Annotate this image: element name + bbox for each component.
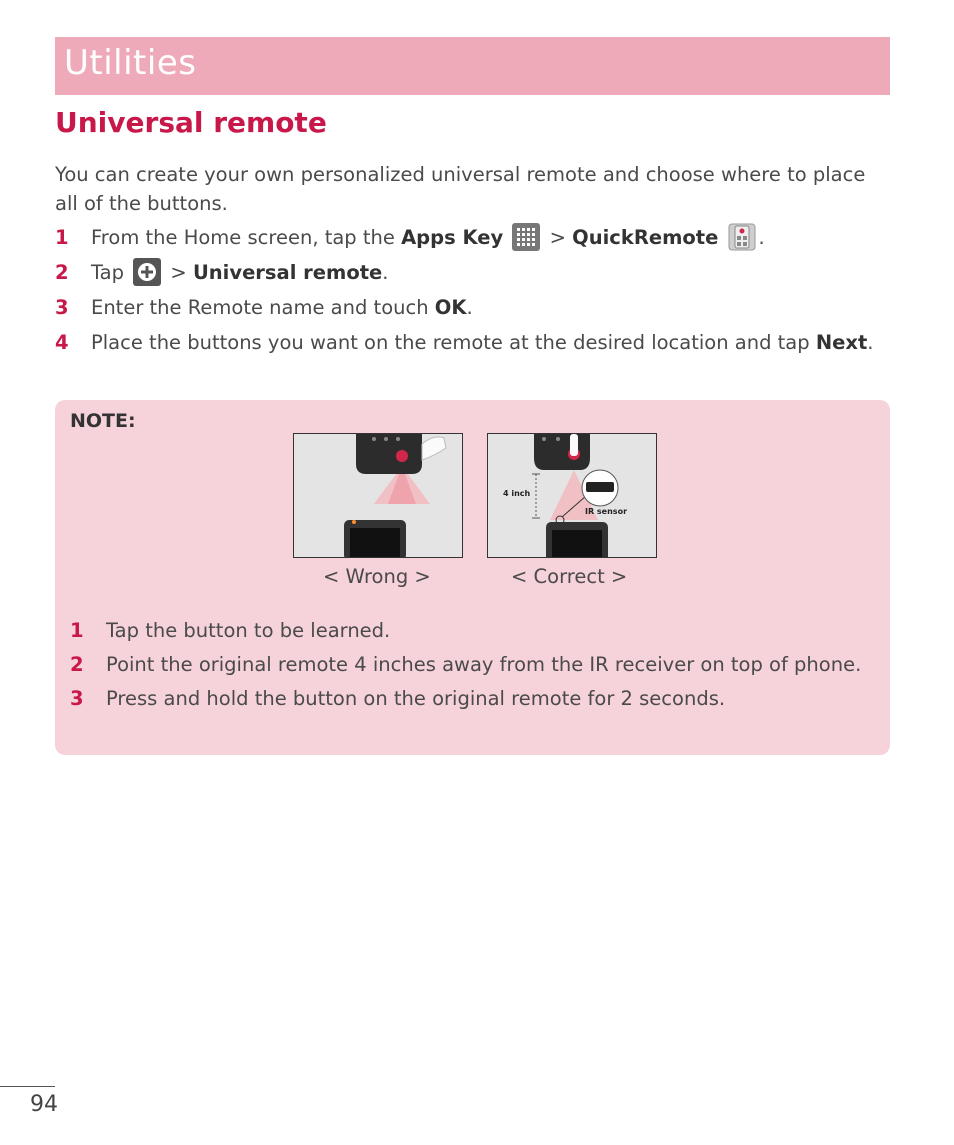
note-label: NOTE: bbox=[70, 410, 136, 432]
distance-label: 4 inch bbox=[503, 489, 531, 498]
page-number: 94 bbox=[30, 1092, 58, 1117]
add-circle-icon bbox=[133, 258, 161, 286]
note-box bbox=[55, 400, 890, 755]
footer-divider bbox=[0, 1086, 55, 1087]
ir-sensor-label: IR sensor bbox=[585, 507, 628, 516]
steps-list bbox=[55, 222, 885, 362]
quickremote-app-icon bbox=[728, 223, 756, 251]
caption-wrong: < Wrong > bbox=[323, 565, 431, 588]
note-step-1 bbox=[70, 614, 870, 647]
step-text: Tap bbox=[91, 261, 131, 284]
chapter-title: Utilities bbox=[64, 43, 197, 83]
step-text: Place the buttons you want on the remote at the desired location and tap bbox=[91, 331, 816, 354]
step-3 bbox=[55, 292, 885, 323]
quickremote-label: QuickRemote bbox=[572, 226, 719, 249]
step-1 bbox=[55, 222, 885, 253]
universal-remote-label: Universal remote bbox=[192, 261, 383, 284]
note-step-2 bbox=[70, 648, 870, 681]
note-step-text: Press and hold the button on the original remote for 2 seconds. bbox=[106, 687, 726, 710]
apps-grid-icon bbox=[512, 223, 540, 251]
note-step-number: 2 bbox=[70, 653, 84, 676]
intro-paragraph: You can create your own personalized universal remote and choose where to place all of the buttons. bbox=[55, 163, 866, 215]
note-step-text: Tap the button to be learned. bbox=[106, 619, 391, 642]
step-4 bbox=[55, 327, 885, 358]
next-label: Next bbox=[815, 331, 868, 354]
step-separator: > bbox=[543, 226, 573, 249]
wrong-position-illustration bbox=[293, 433, 463, 558]
apps-key-label: Apps Key bbox=[401, 226, 504, 249]
step-end: . bbox=[758, 226, 765, 249]
note-step-text: Point the original remote 4 inches away from the IR receiver on top of phone. bbox=[106, 653, 862, 676]
step-text: From the Home screen, tap the bbox=[91, 226, 402, 249]
note-step-number: 1 bbox=[70, 619, 84, 642]
step-2 bbox=[55, 257, 885, 288]
step-number: 4 bbox=[55, 331, 69, 354]
section-title: Universal remote bbox=[55, 106, 327, 139]
caption-correct: < Correct > bbox=[511, 565, 628, 588]
step-number: 2 bbox=[55, 261, 69, 284]
note-steps-list bbox=[70, 614, 870, 716]
step-number: 3 bbox=[55, 296, 69, 319]
ok-label: OK bbox=[434, 296, 467, 319]
step-text: Enter the Remote name and touch bbox=[91, 296, 435, 319]
step-end: . bbox=[867, 331, 874, 354]
note-step-3 bbox=[70, 682, 870, 715]
correct-position-illustration bbox=[487, 433, 657, 558]
step-number: 1 bbox=[55, 226, 69, 249]
step-end: . bbox=[382, 261, 389, 284]
step-separator: > bbox=[164, 261, 193, 284]
note-step-number: 3 bbox=[70, 687, 84, 710]
step-end: . bbox=[466, 296, 473, 319]
chapter-header bbox=[55, 37, 890, 95]
